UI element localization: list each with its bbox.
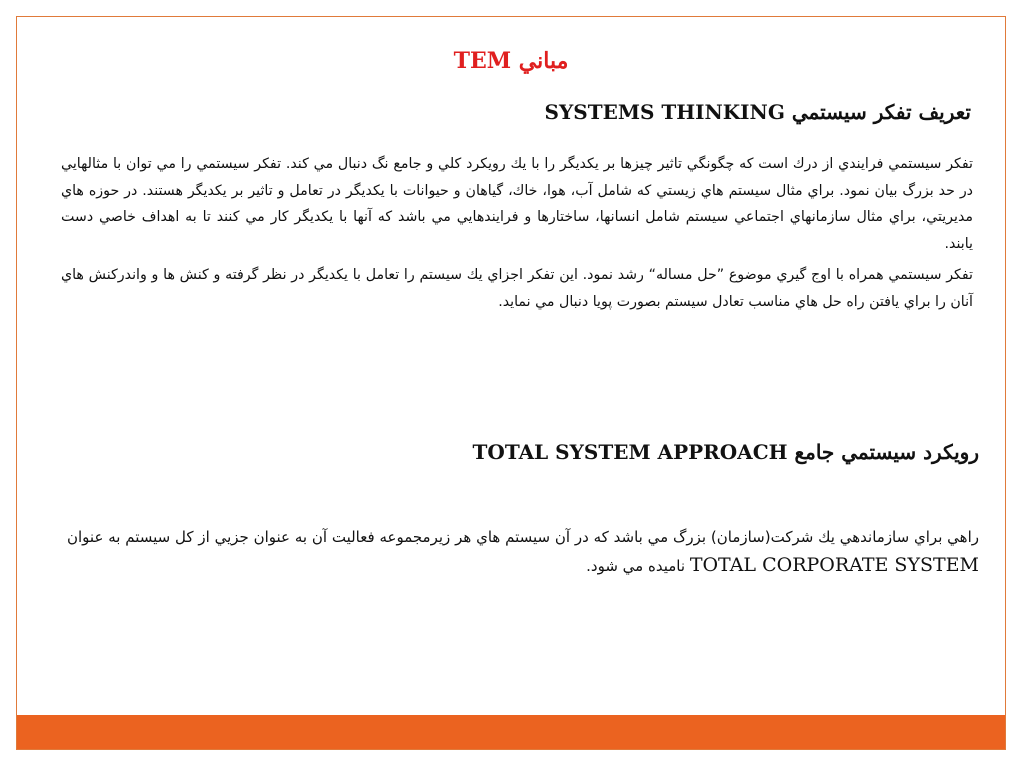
- paragraph-systems-thinking-definition: تفكر سيستمي فرايندي از درك است كه چگونگي تاثير چيزها بر يكديگر را با يك رويكرد كلي و جامع نگ دنبال مي كند. تفكر سيستمي را مي توان با مثالهايي در حد بزرگ بيان نمود. براي مثال سيستم هاي زيستي كه شامل آب، هوا، خاك، گياهان و حيوانات با يكديگر در تعامل و تاثير بر يكديگر هستند. در حوزه هاي مديريتي، براي مثال سازمانهاي اجتماعي سيستم شامل انسانها، ساختارها و فرايندهايي مي باشد كه آنها با يكديگر كار مي كنند تا به اهداف خاصي دست يابند.: [61, 156, 973, 252]
- paragraph-latin-term: TOTAL CORPORATE SYSTEM: [689, 554, 979, 576]
- slide-title: [17, 47, 1005, 75]
- heading-latin: SYSTEMS THINKING: [544, 100, 785, 124]
- section-heading-systems-thinking: [545, 99, 971, 125]
- heading-arabic: رويكرد سيستمي جامع: [794, 440, 979, 464]
- heading-latin: TOTAL SYSTEM APPROACH: [472, 440, 788, 464]
- paragraph-systems-thinking-growth: تفكر سيستمي همراه با اوج گيري موضوع ”حل مساله“ رشد نمود. اين تفكر اجزاي يك سيستم را تعامل با يكديگر در نظر گرفته و كنش ها و واندركنش هاي آنان را براي يافتن راه حل هاي مناسب تعادل سيستم بصورت پويا دنبال مي نمايد.: [61, 267, 973, 310]
- heading-arabic: تعريف تفكر سيستمي: [791, 100, 971, 124]
- paragraph-text: راهي براي سازماندهي يك شركت(سازمان) بزرگ مي باشد كه در آن سيستم هاي هر زيرمجموعه فعاليت آن به عنوان جزيي از كل سيستم به عنوان: [67, 528, 979, 546]
- paragraph-total-corporate-system: [67, 523, 979, 580]
- slide-title-arabic: مباني: [518, 48, 569, 74]
- paragraph-end-text: ناميده مي شود.: [586, 557, 686, 575]
- slide: [16, 16, 1006, 750]
- slide-title-latin: TEM: [453, 48, 512, 74]
- section-heading-total-system-approach: [473, 439, 979, 465]
- footer-bar: [17, 715, 1005, 749]
